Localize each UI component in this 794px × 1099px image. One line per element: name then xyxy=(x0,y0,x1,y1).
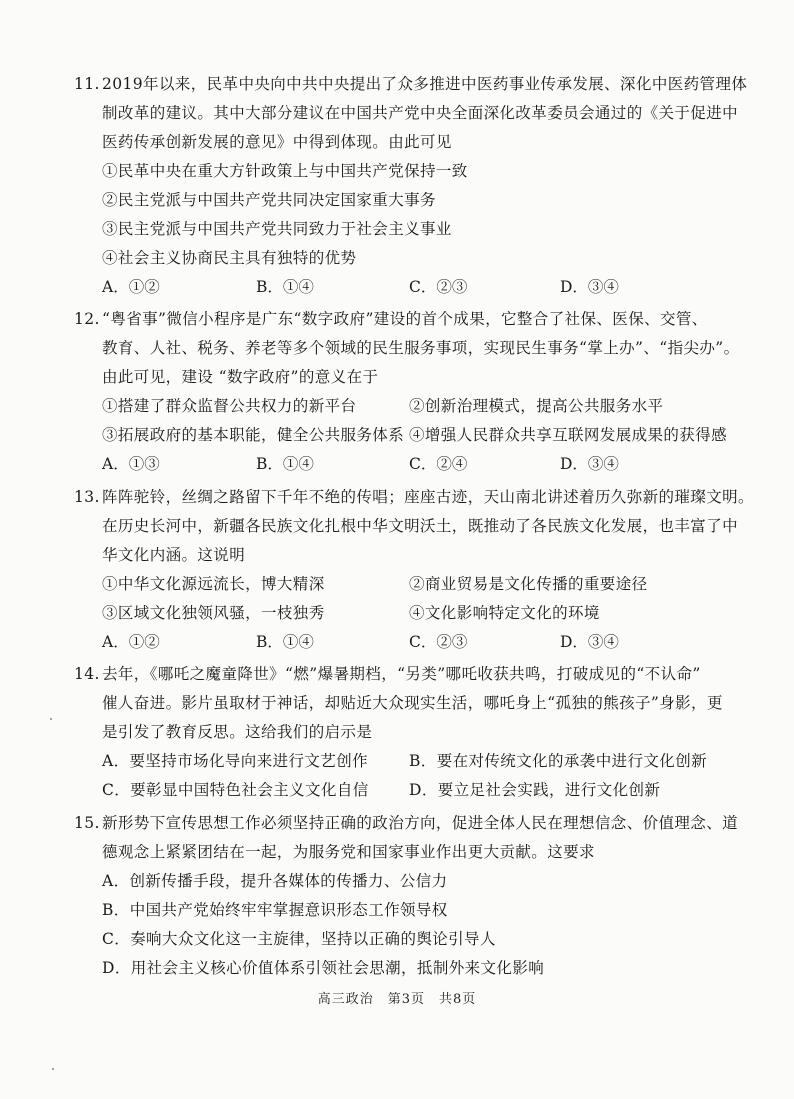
choice-b: B．要在对传统文化的承袭中进行文化创新 xyxy=(409,752,707,770)
question-stem-line: 催人奋进。影片虽取材于神话，却贴近大众现实生活，哪吒身上“孤独的熊孩子”身影，更 xyxy=(102,694,723,712)
choice-c: C．②④ xyxy=(409,455,468,473)
statement: ③区域文化独领风骚，一枝独秀 xyxy=(102,604,325,622)
statement: ③拓展政府的基本职能，健全公共服务体系 xyxy=(102,426,405,444)
question-stem-line: 是引发了教育反思。这给我们的启示是 xyxy=(102,723,373,741)
question-stem-line: 由此可见，建设 “数字政府”的意义在于 xyxy=(102,368,379,386)
choice-d: D．③④ xyxy=(560,278,619,296)
question-stem-line: 华文化内涵。这说明 xyxy=(102,546,246,564)
statement: ②商业贸易是文化传播的重要途径 xyxy=(409,575,648,593)
choice-a: A．①② xyxy=(102,633,160,651)
statement: ④文化影响特定文化的环境 xyxy=(409,604,600,622)
statement: ②创新治理模式，提高公共服务水平 xyxy=(409,397,664,415)
statement: ①搭建了群众监督公共权力的新平台 xyxy=(102,397,357,415)
question-stem-line: 在历史长河中，新疆各民族文化扎根中华文明沃土，既推动了各民族文化发展，也丰富了中 xyxy=(102,517,739,535)
question-number: 15. xyxy=(74,814,100,832)
question-number: 12. xyxy=(74,310,100,328)
question-stem-line: 教育、人社、税务、养老等多个领域的民生服务事项，实现民生事务“掌上办”、“指尖办”。 xyxy=(102,339,740,357)
question-stem-line: 13. 阵阵驼铃，丝绸之路留下千年不绝的传唱；座座古迹，天山南北讲述着历久弥新的璀璨文明。 xyxy=(74,488,754,506)
statement: ①民革中央在重大方针政策上与中国共产党保持一致 xyxy=(102,162,468,180)
scan-speck xyxy=(50,718,52,720)
question-stem-line: 14. 去年，《哪吒之魔童降世》“燃”爆暑期档，“另类”哪吒收获共鸣，打破成见的“不认命” xyxy=(74,665,701,683)
choice-b: B．①④ xyxy=(256,633,314,651)
question-stem-line: 15. 新形势下宣传思想工作必须坚持正确的政治方向，促进全体人民在理想信念、价值理念、道 xyxy=(74,814,739,832)
choice-d: D．③④ xyxy=(560,633,619,651)
question-stem-line: 德观念上紧紧团结在一起，为服务党和国家事业作出更大贡献。这要求 xyxy=(102,843,595,861)
choice-d: D．用社会主义核心价值体系引领社会思潮，抵制外来文化影响 xyxy=(102,959,545,977)
scan-speck xyxy=(52,1068,54,1070)
choice-a: A．要坚持市场化导向来进行文艺创作 xyxy=(102,752,368,770)
choice-c: C．奏响大众文化这一主旋律，坚持以正确的舆论引导人 xyxy=(102,930,496,948)
choice-a: A．创新传播手段，提升各媒体的传播力、公信力 xyxy=(102,872,448,890)
question-number: 13. xyxy=(74,488,100,506)
question-stem-line: 11. 2019年以来，民革中央向中共中央提出了众多推进中医药事业传承发展、深化中医药管理体 xyxy=(74,75,748,93)
question-stem-line: 12. “粤省事”微信小程序是广东“数字政府”建设的首个成果，它整合了社保、医保、交管、 xyxy=(74,310,708,328)
choice-b: B．①④ xyxy=(256,278,314,296)
choice-b: B．中国共产党始终牢牢掌握意识形态工作领导权 xyxy=(102,901,448,919)
statement: ④社会主义协商民主具有独特的优势 xyxy=(102,249,357,267)
choice-c: C．②③ xyxy=(409,278,468,296)
statement: ③民主党派与中国共产党共同致力于社会主义事业 xyxy=(102,220,452,238)
statement: ④增强人民群众共享互联网发展成果的获得感 xyxy=(409,426,728,444)
question-stem-line: 医药传承创新发展的意见》中得到体现。由此可见 xyxy=(102,133,452,151)
statement: ①中华文化源远流长，博大精深 xyxy=(102,575,325,593)
statement: ②民主党派与中国共产党共同决定国家重大事务 xyxy=(102,191,436,209)
page-footer: 高三政治 第3页 共8页 xyxy=(317,992,477,1007)
question-number: 14. xyxy=(74,665,100,683)
choice-d: D．③④ xyxy=(560,455,619,473)
question-stem-line: 制改革的建议。其中大部分建议在中国共产党中央全面深化改革委员会通过的《关于促进中 xyxy=(102,104,739,122)
choice-c: C．②③ xyxy=(409,633,468,651)
question-number: 11. xyxy=(74,75,100,93)
choice-c: C．要彰显中国特色社会主义文化自信 xyxy=(102,781,369,799)
choice-a: A．①② xyxy=(102,278,160,296)
choice-b: B．①④ xyxy=(256,455,314,473)
choice-a: A．①③ xyxy=(102,455,160,473)
choice-d: D．要立足社会实践，进行文化创新 xyxy=(409,781,661,799)
